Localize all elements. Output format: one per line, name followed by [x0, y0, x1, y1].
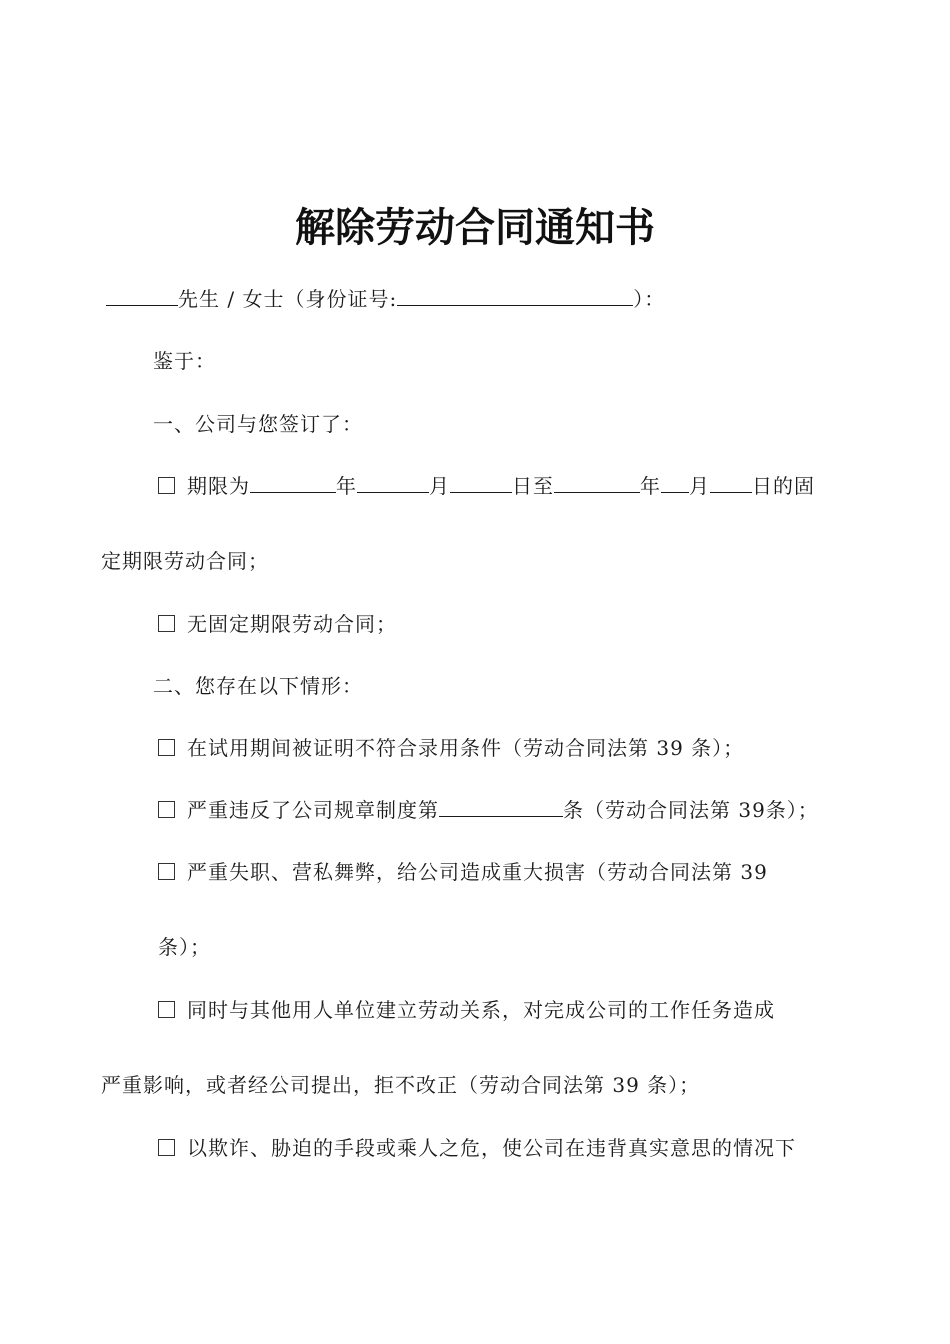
- reason-2-prefix: 严重违反了公司规章制度第: [187, 798, 439, 822]
- reason-item-5: [158, 1133, 796, 1163]
- reason-2-suffix: 条（劳动合同法第 39条）；: [563, 798, 819, 822]
- reason-3-line1: 严重失职、营私舞弊，给公司造成重大损害（劳动合同法第 39: [187, 860, 768, 884]
- fixed-term-option: [158, 471, 815, 501]
- reason-item-3: [158, 857, 768, 887]
- month-label-2: 月: [689, 474, 710, 498]
- document-title: 解除劳动合同通知书: [295, 205, 655, 251]
- year-label: 年: [336, 474, 357, 498]
- open-term-label: 无固定期限劳动合同；: [187, 612, 397, 636]
- fixed-term-checkbox[interactable]: [158, 477, 175, 494]
- day-suffix-label: 日的固: [752, 474, 815, 498]
- open-term-checkbox[interactable]: [158, 615, 175, 632]
- reason-3-line2: 条）；: [158, 935, 211, 959]
- reason-3-checkbox[interactable]: [158, 863, 175, 880]
- reason-4-checkbox[interactable]: [158, 1001, 175, 1018]
- start-month-blank[interactable]: [357, 472, 429, 493]
- reason-4-line2: 严重影响，或者经公司提出，拒不改正（劳动合同法第 39 条）；: [101, 1073, 701, 1097]
- end-year-blank[interactable]: [554, 472, 640, 493]
- fixed-term-continuation: 定期限劳动合同；: [101, 549, 269, 573]
- section1-heading: 一、公司与您签订了：: [153, 412, 363, 436]
- reason-item-2: [158, 795, 819, 825]
- reason-2-checkbox[interactable]: [158, 801, 175, 818]
- reason-item-4: [158, 995, 775, 1025]
- end-month-blank[interactable]: [661, 472, 689, 493]
- day-to-label: 日至: [512, 474, 554, 498]
- section2-heading: 二、您存在以下情形：: [153, 674, 363, 698]
- id-label: （身份证号:: [284, 287, 398, 311]
- salutation-line: [106, 284, 665, 314]
- name-blank[interactable]: [106, 285, 178, 306]
- open-term-option: [158, 609, 397, 639]
- reason-5-label: 以欺诈、胁迫的手段或乘人之危，使公司在违背真实意思的情况下: [187, 1136, 796, 1160]
- reason-1-label: 在试用期间被证明不符合录用条件（劳动合同法第 39 条）；: [187, 736, 745, 760]
- gender-label: 先生 / 女士: [178, 287, 285, 311]
- whereas-label: 鉴于：: [153, 349, 216, 373]
- reason-item-1: [158, 733, 744, 763]
- reason-4-line1: 同时与其他用人单位建立劳动关系，对完成公司的工作任务造成: [187, 998, 775, 1022]
- regulation-article-blank[interactable]: [439, 796, 563, 817]
- id-number-blank[interactable]: [397, 285, 633, 306]
- year-label-2: 年: [640, 474, 661, 498]
- start-year-blank[interactable]: [250, 472, 336, 493]
- reason-1-checkbox[interactable]: [158, 739, 175, 756]
- reason-5-checkbox[interactable]: [158, 1139, 175, 1156]
- month-label: 月: [429, 474, 450, 498]
- end-day-blank[interactable]: [710, 472, 752, 493]
- fixed-term-prefix: 期限为: [187, 474, 250, 498]
- id-close: ）：: [633, 287, 666, 311]
- start-day-blank[interactable]: [450, 472, 512, 493]
